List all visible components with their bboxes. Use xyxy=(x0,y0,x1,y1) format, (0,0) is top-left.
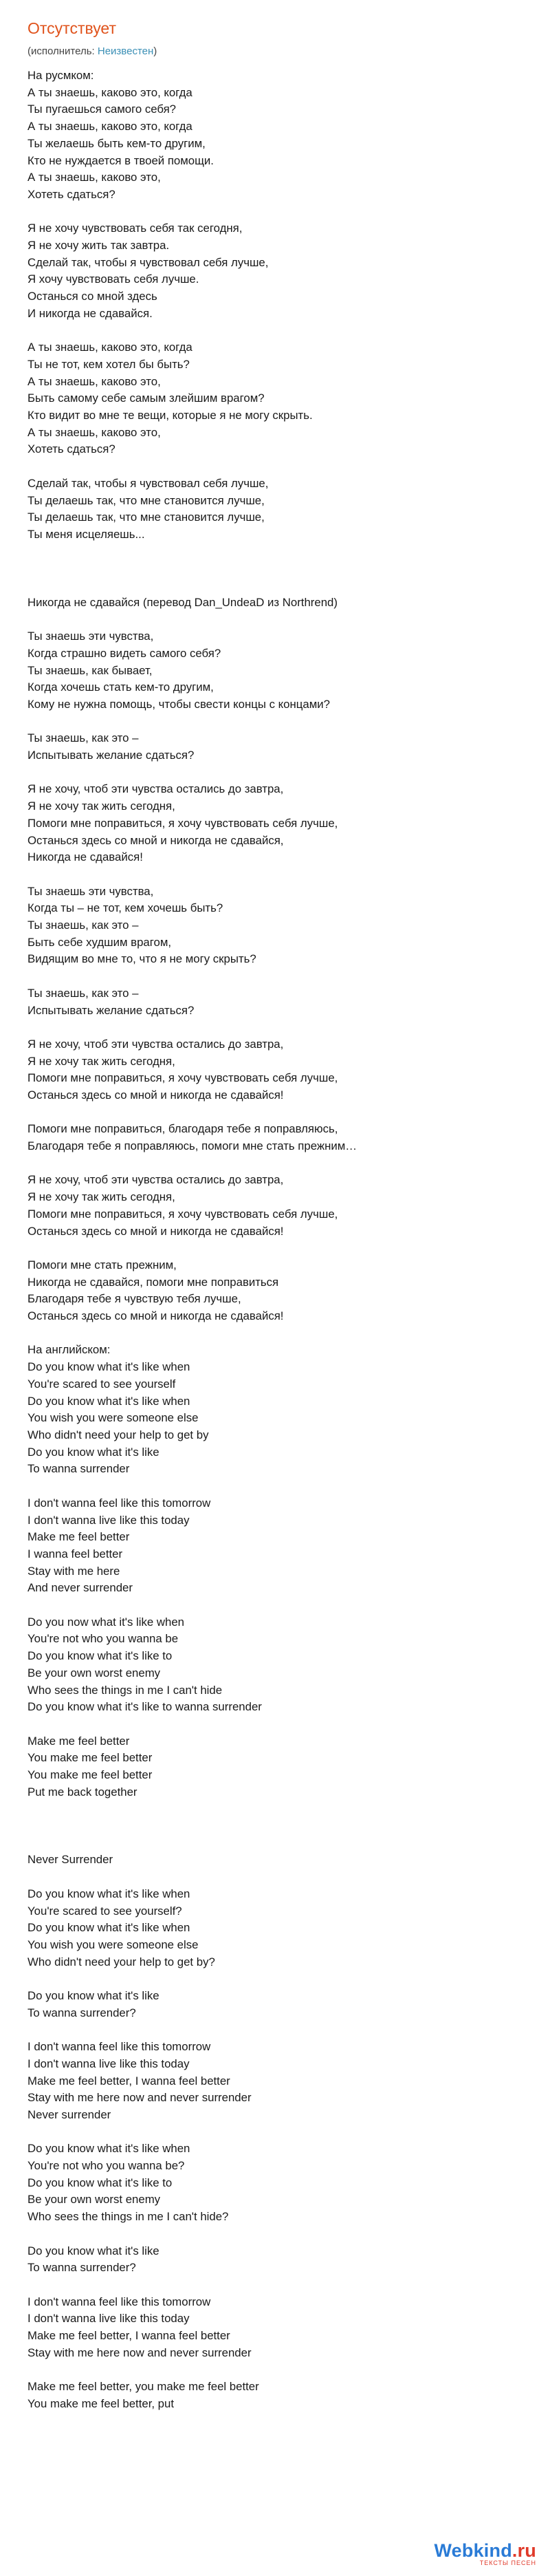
lyrics-line: Do you know what it's like xyxy=(28,2244,160,2257)
lyrics-line: I don't wanna feel like this tomorrow xyxy=(28,1496,211,1510)
lyrics-line: Когда страшно видеть самого себя? xyxy=(28,646,221,660)
lyrics-blank-line xyxy=(28,458,536,475)
lyrics-line: Я не хочу так жить сегодня, xyxy=(28,799,175,813)
lyrics-line: You're not who you wanna be? xyxy=(28,2159,185,2173)
lyrics-line: Ты знаешь эти чувства, xyxy=(28,630,154,643)
lyrics-line: Who sees the things in me I can't hide? xyxy=(28,2210,229,2224)
lyrics-line: Когда ты – не тот, кем хочешь быть? xyxy=(28,901,223,915)
lyrics-blank-line xyxy=(28,1240,536,1257)
lyrics-blank-line xyxy=(28,968,536,985)
lyrics-line: Помоги мне поправиться, благодаря тебе я поправляюсь, xyxy=(28,1122,338,1136)
lyrics-line: Do you know what it's like to wanna surrender xyxy=(28,1700,262,1714)
lyrics-blank-line xyxy=(28,204,536,221)
lyrics-line: Видящим во мне то, что я не могу скрыть? xyxy=(28,952,256,966)
lyrics-blank-line xyxy=(28,1155,536,1172)
lyrics-line: You make me feel better, put xyxy=(28,2396,175,2410)
lyrics-line: Я не хочу жить так завтра. xyxy=(28,239,170,253)
lyrics-line: Хотеть сдаться? xyxy=(28,442,116,456)
meta-suffix: ) xyxy=(153,45,157,57)
lyrics-line: А ты знаешь, каково это, когда xyxy=(28,85,192,99)
lyrics-blank-line xyxy=(28,1869,536,1886)
lyrics-blank-line xyxy=(28,560,536,577)
lyrics-line: А ты знаешь, каково это, xyxy=(28,425,161,439)
lyrics-line: Do you know what it's like xyxy=(28,1989,160,2003)
lyrics-line: To wanna surrender? xyxy=(28,2006,136,2019)
lyrics-line: Хотеть сдаться? xyxy=(28,187,116,201)
lyrics-line: You make me feel better xyxy=(28,1751,153,1765)
lyrics-line: Do you know what it's like to xyxy=(28,1649,173,1663)
lyrics-line: You wish you were someone else xyxy=(28,1411,199,1425)
lyrics-blank-line xyxy=(28,2021,536,2039)
lyrics-line: Do you know what it's like to xyxy=(28,2176,173,2189)
lyrics-line: Be your own worst enemy xyxy=(28,2193,161,2207)
lyrics-line: Помоги мне поправиться, я хочу чувствовать себя лучше, xyxy=(28,1207,338,1221)
lyrics-line: Stay with me here now and never surrender xyxy=(28,2091,252,2105)
lyrics-blank-line xyxy=(28,2124,536,2141)
lyrics-line: Make me feel better xyxy=(28,1530,130,1544)
lyrics-line: Do you know what it's like when xyxy=(28,2142,190,2156)
lyrics-line: Испытывать желание сдаться? xyxy=(28,1003,195,1017)
lyrics-line: I don't wanna feel like this tomorrow xyxy=(28,2040,211,2054)
meta-prefix: (исполнитель: xyxy=(28,45,98,57)
artist-link[interactable]: Неизвестен xyxy=(97,45,154,57)
lyrics-line: Make me feel better, I wanna feel better xyxy=(28,2329,230,2343)
lyrics-line: I wanna feel better xyxy=(28,1547,123,1560)
lyrics-blank-line xyxy=(28,1971,536,1988)
lyrics-line: Я не хочу, чтоб эти чувства остались до завтра, xyxy=(28,1173,284,1187)
lyrics-line: Никогда не сдавайся (перевод Dan_UndeaD из Northrend) xyxy=(28,595,338,609)
lyrics-line: Stay with me here now and never surrender xyxy=(28,2346,252,2359)
lyrics-line: Ты желаешь быть кем-то другим, xyxy=(28,136,206,150)
lyrics-line: Останься здесь со мной и никогда не сдавайся! xyxy=(28,1088,284,1102)
lyrics-blank-line xyxy=(28,1478,536,1495)
lyrics-line: Останься здесь со мной и никогда не сдавайся! xyxy=(28,1224,284,1238)
lyrics-line: Я не хочу так жить сегодня, xyxy=(28,1190,175,1204)
lyrics-line: Сделай так, чтобы я чувствовал себя лучше, xyxy=(28,255,269,269)
lyrics-blank-line xyxy=(28,544,536,561)
lyrics-line: А ты знаешь, каково это, когда xyxy=(28,120,192,133)
lyrics-blank-line xyxy=(28,577,536,594)
lyrics-line: I don't wanna live like this today xyxy=(28,2312,190,2326)
lyrics-line: Сделай так, чтобы я чувствовал себя лучше, xyxy=(28,476,269,490)
lyrics-line: Ты знаешь, как это – xyxy=(28,731,139,745)
lyrics-blank-line xyxy=(28,1801,536,1818)
lyrics-line: И никогда не сдавайся. xyxy=(28,306,153,320)
lyrics-line: Я не хочу так жить сегодня, xyxy=(28,1054,175,1068)
lyrics-blank-line xyxy=(28,1597,536,1614)
lyrics-blank-line xyxy=(28,2361,536,2379)
lyrics-line: Ты знаешь, как это – xyxy=(28,986,139,1000)
lyrics-line: Ты делаешь так, что мне становится лучше, xyxy=(28,511,265,524)
lyrics-blank-line xyxy=(28,2277,536,2294)
lyrics-line: Do you know what it's like when xyxy=(28,1921,190,1935)
lyrics-line: Be your own worst enemy xyxy=(28,1666,161,1679)
lyrics-line: Ты не тот, кем хотел бы быть? xyxy=(28,357,190,371)
lyrics-blank-line xyxy=(28,1104,536,1121)
lyrics-line: I don't wanna live like this today xyxy=(28,2057,190,2070)
lyrics-line: Останься со мной здесь xyxy=(28,290,157,303)
lyrics-line: Благодаря тебе я чувствую тебя лучше, xyxy=(28,1292,241,1306)
lyrics-blank-line xyxy=(28,764,536,782)
lyrics-line: Быть себе худшим врагом, xyxy=(28,935,172,949)
lyrics-line: You make me feel better xyxy=(28,1768,153,1782)
lyrics-line: Быть самому себе самым злейшим врагом? xyxy=(28,391,265,405)
lyrics-line: Make me feel better, you make me feel better xyxy=(28,2380,259,2394)
lyrics-line: Помоги мне поправиться, я хочу чувствовать себя лучше, xyxy=(28,816,338,830)
lyrics-line: Когда хочешь стать кем-то другим, xyxy=(28,680,214,694)
song-meta xyxy=(28,45,157,57)
lyrics-blank-line xyxy=(28,323,536,340)
lyrics-line: You wish you were someone else xyxy=(28,1938,199,1951)
lyrics-line: Stay with me here xyxy=(28,1564,120,1578)
lyrics-line: Do you now what it's like when xyxy=(28,1615,184,1629)
lyrics-line: Who sees the things in me I can't hide xyxy=(28,1683,223,1697)
lyrics-body xyxy=(28,67,536,2413)
lyrics-line: Испытывать желание сдаться? xyxy=(28,749,195,762)
lyrics-line: Who didn't need your help to get by xyxy=(28,1428,209,1441)
lyrics-blank-line xyxy=(28,1818,536,1835)
song-title: Отсутствует xyxy=(28,19,116,37)
lyrics-line: Ты знаешь, как это – xyxy=(28,919,139,932)
lyrics-blank-line xyxy=(28,713,536,731)
lyrics-line: Благодаря тебе я поправляюсь, помоги мне стать прежним… xyxy=(28,1139,358,1153)
lyrics-line: Ты делаешь так, что мне становится лучше, xyxy=(28,493,265,507)
lyrics-line: Ты меня исцеляешь... xyxy=(28,527,145,541)
lyrics-line: Never surrender xyxy=(28,2107,111,2121)
lyrics-line: You're not who you wanna be xyxy=(28,1632,179,1646)
lyrics-blank-line xyxy=(28,611,536,628)
lyrics-line: To wanna surrender xyxy=(28,1462,130,1476)
lyrics-line: You're scared to see yourself xyxy=(28,1377,176,1391)
lyrics-line: Я не хочу, чтоб эти чувства остались до завтра, xyxy=(28,782,284,796)
lyrics-line: А ты знаешь, каково это, xyxy=(28,171,161,184)
lyrics-line: Ты знаешь, как бывает, xyxy=(28,663,153,677)
lyrics-line: Make me feel better, I wanna feel better xyxy=(28,2074,230,2087)
lyrics-line: А ты знаешь, каково это, xyxy=(28,374,161,388)
lyrics-line: Ты знаешь эти чувства, xyxy=(28,884,154,898)
lyrics-line: Do you know what it's like when xyxy=(28,1887,190,1900)
lyrics-line: Do you know what it's like when xyxy=(28,1360,190,1374)
lyrics-line: На русмком: xyxy=(28,69,94,82)
lyrics-line: А ты знаешь, каково это, когда xyxy=(28,341,192,354)
logo-web: Web xyxy=(434,2540,474,2561)
lyrics-line: На английском: xyxy=(28,1343,111,1357)
lyrics-line: Я не хочу, чтоб эти чувства остались до завтра, xyxy=(28,1037,284,1051)
lyrics-line: Я хочу чувствовать себя лучше. xyxy=(28,272,199,286)
lyrics-line: I don't wanna feel like this tomorrow xyxy=(28,2295,211,2308)
lyrics-line: Помоги мне поправиться, я хочу чувствовать себя лучше, xyxy=(28,1071,338,1085)
lyrics-blank-line xyxy=(28,866,536,883)
lyrics-blank-line xyxy=(28,1716,536,1733)
lyrics-blank-line xyxy=(28,2226,536,2243)
lyrics-line: Make me feel better xyxy=(28,1734,130,1748)
lyrics-line: Never Surrender xyxy=(28,1853,113,1867)
lyrics-blank-line xyxy=(28,1019,536,1036)
lyrics-line: Кому не нужна помощь, чтобы свести концы с концами? xyxy=(28,697,330,711)
lyrics-line: Я не хочу чувствовать себя так сегодня, xyxy=(28,222,243,235)
lyrics-line: You're scared to see yourself? xyxy=(28,1904,182,1918)
lyrics-line: Кто не нуждается в твоей помощи. xyxy=(28,153,214,167)
lyrics-blank-line xyxy=(28,1325,536,1342)
lyrics-line: To wanna surrender? xyxy=(28,2261,136,2275)
lyrics-line: Останься здесь со мной и никогда не сдавайся, xyxy=(28,833,284,847)
lyrics-line: Никогда не сдавайся! xyxy=(28,850,143,864)
lyrics-line: Do you know what it's like when xyxy=(28,1394,190,1408)
logo-tagline: ТЕКСТЫ ПЕСЕН xyxy=(479,2559,536,2566)
lyrics-line: I don't wanna live like this today xyxy=(28,1513,190,1527)
lyrics-line: And never surrender xyxy=(28,1581,133,1595)
logo-wordmark xyxy=(434,2540,536,2561)
lyrics-line: Кто видит во мне те вещи, которые я не могу скрыть. xyxy=(28,409,313,422)
lyrics-blank-line xyxy=(28,1835,536,1852)
logo-kind: kind xyxy=(473,2540,512,2561)
webkind-logo[interactable] xyxy=(434,2540,536,2566)
logo-ru: .ru xyxy=(512,2540,536,2561)
lyrics-line: Ты пугаешься самого себя? xyxy=(28,103,177,116)
lyrics-line: Останься здесь со мной и никогда не сдавайся! xyxy=(28,1309,284,1323)
lyrics-line: Who didn't need your help to get by? xyxy=(28,1955,215,1968)
lyrics-line: Помоги мне стать прежним, xyxy=(28,1258,177,1271)
lyrics-line: Put me back together xyxy=(28,1785,138,1799)
lyrics-line: Do you know what it's like xyxy=(28,1445,160,1459)
lyrics-line: Никогда не сдавайся, помоги мне поправиться xyxy=(28,1275,279,1289)
